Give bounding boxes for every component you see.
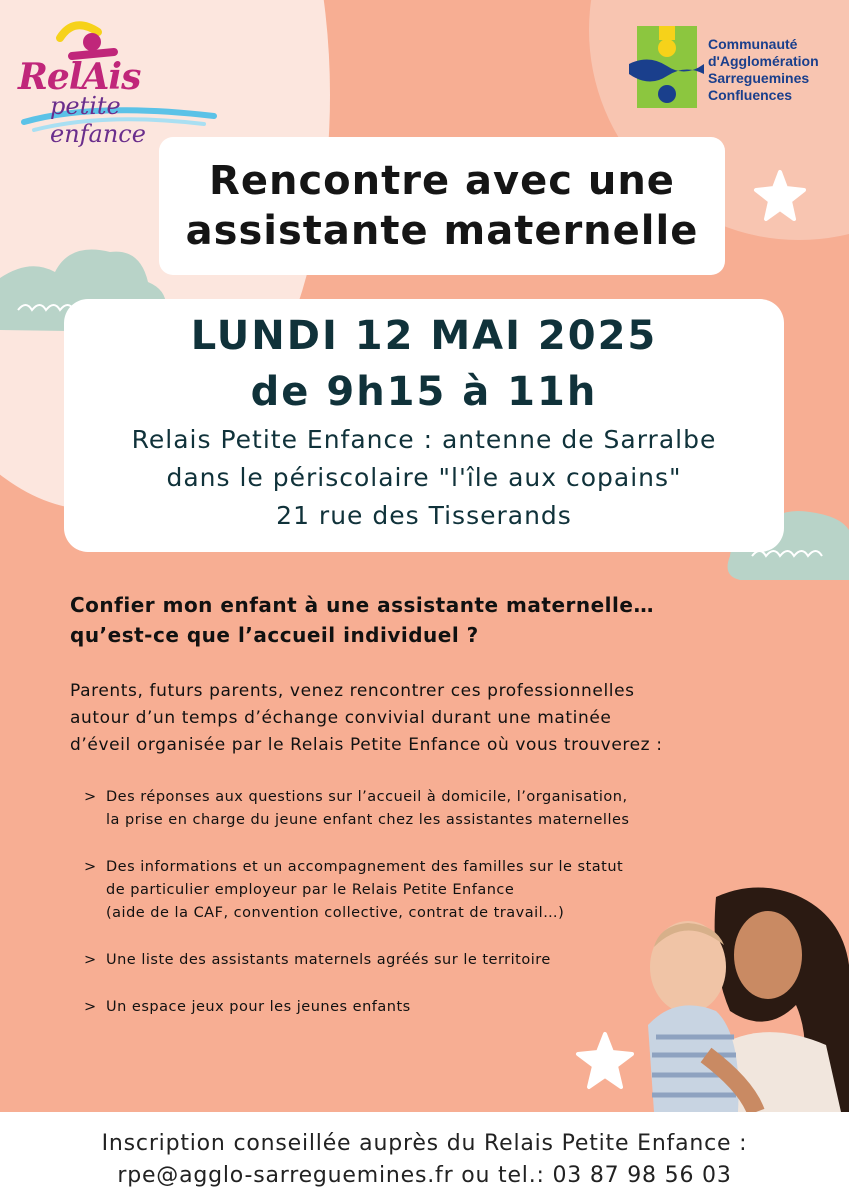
title-box bbox=[159, 137, 725, 275]
agglomeration-emblem-icon bbox=[629, 24, 704, 110]
bullet-line: la prise en charge du jeune enfant chez les assistantes maternelles bbox=[106, 812, 630, 828]
intro-paragraph bbox=[70, 678, 663, 759]
intro-line-2: autour d’un temps d’échange convivial durant une matinée bbox=[70, 708, 612, 728]
intro-line-1: Parents, futurs parents, venez rencontrer ces professionnelles bbox=[70, 681, 635, 701]
photo-mother-baby-icon bbox=[646, 885, 849, 1112]
bullet-line: Des réponses aux questions sur l’accueil à domicile, l’organisation, bbox=[106, 789, 628, 805]
title-line-1: Rencontre avec une bbox=[209, 158, 675, 204]
agglomeration-line-2: d'Agglomération bbox=[708, 53, 819, 69]
title-line-2: assistante maternelle bbox=[185, 208, 699, 254]
chevron-right-icon: > bbox=[84, 789, 97, 805]
bullet-line: Des informations et un accompagnement des familles sur le statut bbox=[106, 859, 624, 875]
agglomeration-logo bbox=[629, 24, 844, 116]
bullet-line: Un espace jeux pour les jeunes enfants bbox=[106, 999, 411, 1015]
subtitle-line-1: Confier mon enfant à une assistante maternelle… bbox=[70, 593, 654, 617]
bullet-line: de particulier employeur par le Relais Petite Enfance bbox=[106, 882, 515, 898]
chevron-right-icon: > bbox=[84, 859, 97, 875]
bullet-item bbox=[84, 949, 704, 972]
bullet-item bbox=[84, 856, 704, 925]
footer-contact: rpe@agglo-sarreguemines.fr ou tel.: 03 87 98 56 03 bbox=[117, 1163, 732, 1188]
logo-word-relais: RelAis bbox=[18, 56, 141, 98]
event-location-line-2: dans le périscolaire "l'île aux copains" bbox=[166, 463, 682, 492]
bullet-item bbox=[84, 786, 704, 832]
subtitle bbox=[70, 590, 654, 650]
event-date: LUNDI 12 MAI 2025 bbox=[190, 313, 658, 359]
bullet-line: Une liste des assistants maternels agréés sur le territoire bbox=[106, 952, 551, 968]
event-location-line-1: Relais Petite Enfance : antenne de Sarralbe bbox=[131, 425, 717, 454]
event-time: de 9h15 à 11h bbox=[250, 369, 598, 415]
footer-line-1: Inscription conseillée auprès du Relais Petite Enfance : bbox=[101, 1131, 748, 1156]
chevron-right-icon: > bbox=[84, 999, 97, 1015]
logo-word-petite-enfance: petite enfance bbox=[50, 92, 146, 148]
bullet-line: (aide de la CAF, convention collective, contrat de travail…) bbox=[106, 905, 565, 921]
subtitle-line-2: qu’est-ce que l’accueil individuel ? bbox=[70, 623, 479, 647]
bullet-item bbox=[84, 996, 704, 1019]
star-top-right-icon bbox=[752, 168, 808, 224]
bullet-list bbox=[84, 786, 704, 1043]
footer bbox=[0, 1112, 849, 1200]
relais-petite-enfance-logo bbox=[14, 12, 224, 148]
chevron-right-icon: > bbox=[84, 952, 97, 968]
intro-line-3: d’éveil organisée par le Relais Petite Enfance où vous trouverez : bbox=[70, 735, 663, 755]
agglomeration-line-4: Confluences bbox=[708, 87, 793, 103]
agglomeration-line-3: Sarreguemines bbox=[708, 70, 810, 86]
agglomeration-line-1: Communauté bbox=[708, 36, 798, 52]
event-location-line-3: 21 rue des Tisserands bbox=[276, 501, 572, 530]
event-info-box bbox=[64, 299, 784, 552]
